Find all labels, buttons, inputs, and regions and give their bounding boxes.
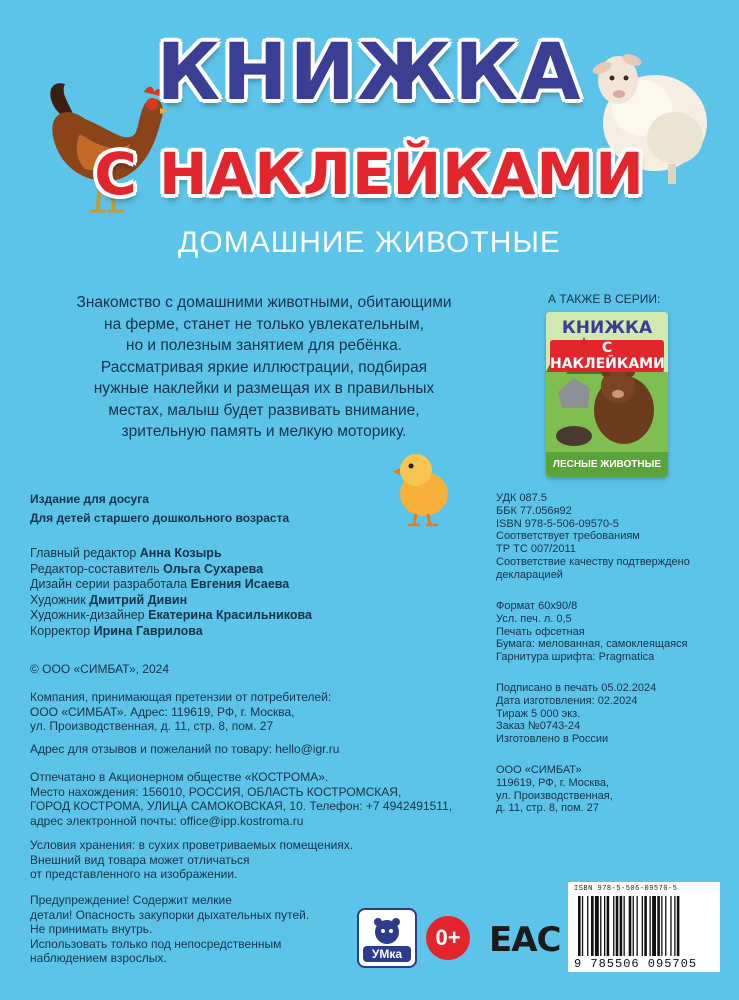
series-book-subtitle: ЛЕСНЫЕ ЖИВОТНЫЕ <box>552 459 662 470</box>
credit-line: Художник Дмитрий Дивин <box>30 592 188 607</box>
info-line: УДК 087.5 <box>496 492 547 504</box>
credit-line: Художник-дизайнер Екатерина Красильникова <box>30 608 312 622</box>
title-line1: КНИЖКА <box>156 28 583 118</box>
credit-line: Корректор Ирина Гаврилова <box>30 623 203 638</box>
eac-mark <box>489 920 561 960</box>
storage-line: от представленного на изображении. <box>30 867 238 882</box>
storage-info <box>30 838 353 882</box>
info-line: ISBN 978-5-506-09570-5 <box>496 517 619 530</box>
info-line: Тираж 5 000 экз. <box>496 707 581 720</box>
printing-line: адрес электронной почты: office@ipp.kostroma.ru <box>30 813 304 828</box>
info-line: 119619, РФ, г. Москва, <box>496 776 610 789</box>
series-book-title1: КНИЖКА <box>561 318 653 338</box>
info-line: Заказ №0743-24 <box>496 720 581 733</box>
classification-info <box>496 492 716 582</box>
printing-info <box>30 770 452 828</box>
info-line: Бумага: мелованная, самоклеящаяся <box>496 638 688 651</box>
credit-line: Дизайн серии разработала Евгения Исаева <box>30 577 290 591</box>
credit-line: Главный редактор Анна Козырь <box>30 546 222 560</box>
feedback-info: Адрес для отзывов и пожеланий по товару: hello@igr.ru <box>30 742 340 756</box>
barcode-number: 9 785506 095705 <box>574 957 698 971</box>
chick-illustration <box>392 448 454 528</box>
info-line: ТР ТС 007/2011 <box>496 543 576 556</box>
info-line: ООО «СИМБАТ» <box>496 764 582 776</box>
publisher-info <box>496 764 716 815</box>
intro-line: Знакомство с домашними животными, обитающими <box>76 294 452 311</box>
series-book-thumbnail <box>546 312 668 477</box>
printing-line: Отпечатано в Акционерном обществе «КОСТРОМА». <box>30 770 329 784</box>
info-line: Соответствует требованиям <box>496 530 640 543</box>
info-line: Печать офсетная <box>496 625 585 638</box>
barcode <box>568 882 720 972</box>
info-line: д. 11, стр. 8, пом. 27 <box>496 802 600 815</box>
warning-line: наблюдением взрослых. <box>30 951 167 966</box>
intro-text <box>30 292 498 443</box>
warning-line: Использовать только под непосредственным <box>30 936 282 951</box>
claims-line: Компания, принимающая претензии от потребителей: <box>30 690 332 704</box>
copyright: © ООО «СИМБАТ», 2024 <box>30 662 169 676</box>
intro-line: зрительную память и мелкую моторику. <box>121 423 407 440</box>
info-line: Формат 60х90/8 <box>496 600 578 612</box>
storage-line: Внешний вид товара может отличаться <box>30 852 250 867</box>
title-line2: С НАКЛЕЙКАМИ <box>94 140 645 208</box>
edition-info <box>30 492 289 525</box>
warning-line: детали! Опасность закупорки дыхательных путей. <box>30 907 310 922</box>
intro-line: местах, малыш будет развивать внимание, <box>108 401 420 419</box>
intro-line: Рассматривая яркие иллюстрации, подбирая <box>100 358 428 376</box>
edition-line: Для детей старшего дошкольного возраста <box>30 510 290 525</box>
barcode-isbn-text: ISBN 978-5-506-09570-5 <box>574 885 678 893</box>
storage-line: Условия хранения: в сухих проветриваемых помещениях. <box>30 838 354 852</box>
claims-info <box>30 690 331 734</box>
warning-line: Не принимать внутрь. <box>30 922 153 937</box>
credits <box>30 546 312 639</box>
info-line: ул. Производственная, <box>496 789 613 802</box>
info-line: декларацией <box>496 568 563 581</box>
edition-line: Издание для досуга <box>30 492 149 506</box>
intro-line: нужные наклейки и размещая их в правильных <box>93 380 435 397</box>
series-book-title2: С НАКЛЕЙКАМИ <box>550 340 665 372</box>
series-label: А ТАКЖЕ В СЕРИИ: <box>548 292 661 306</box>
umka-logo <box>357 908 417 968</box>
barcode-bars-icon <box>578 896 710 956</box>
claims-line: ул. Производственная, д. 11, стр. 8, пом. 27 <box>30 719 274 734</box>
claims-line: ООО «СИМБАТ». Адрес: 119619, РФ, г. Москва, <box>30 704 295 719</box>
intro-line: на ферме, станет не только увлекательным, <box>104 315 424 333</box>
info-line: ББК 77.056я92 <box>496 504 572 517</box>
info-line: Усл. печ. л. 0,5 <box>496 612 572 625</box>
subtitle: ДОМАШНИЕ ЖИВОТНЫЕ <box>178 226 561 259</box>
warning-info <box>30 893 309 966</box>
logo-text: УМка <box>371 947 403 961</box>
format-info <box>496 600 716 664</box>
printing-line: ГОРОД КОСТРОМА, УЛИЦА САМОКОВСКАЯ, 10. Телефон: +7 4942491511, <box>30 799 453 814</box>
credit-line: Редактор-составитель Ольга Сухарева <box>30 561 264 576</box>
info-line: Дата изготовления: 02.2024 <box>496 694 638 707</box>
warning-line: Предупреждение! Содержит мелкие <box>30 893 232 907</box>
info-line: Изготовлено в России <box>496 733 609 746</box>
info-line: Гарнитура шрифта: Pragmatica <box>496 651 655 664</box>
age-rating-badge: 0+ <box>426 916 470 960</box>
eac-text: EAC <box>489 920 561 960</box>
info-line: Соответствие качеству подтверждено <box>496 555 690 568</box>
print-dates-info <box>496 682 716 746</box>
info-line: Подписано в печать 05.02.2024 <box>496 682 657 694</box>
intro-line: но и полезным занятием для ребёнка. <box>125 337 403 354</box>
printing-line: Место нахождения: 156010, РОССИЯ, ОБЛАСТЬ КОСТРОМСКАЯ, <box>30 784 402 799</box>
